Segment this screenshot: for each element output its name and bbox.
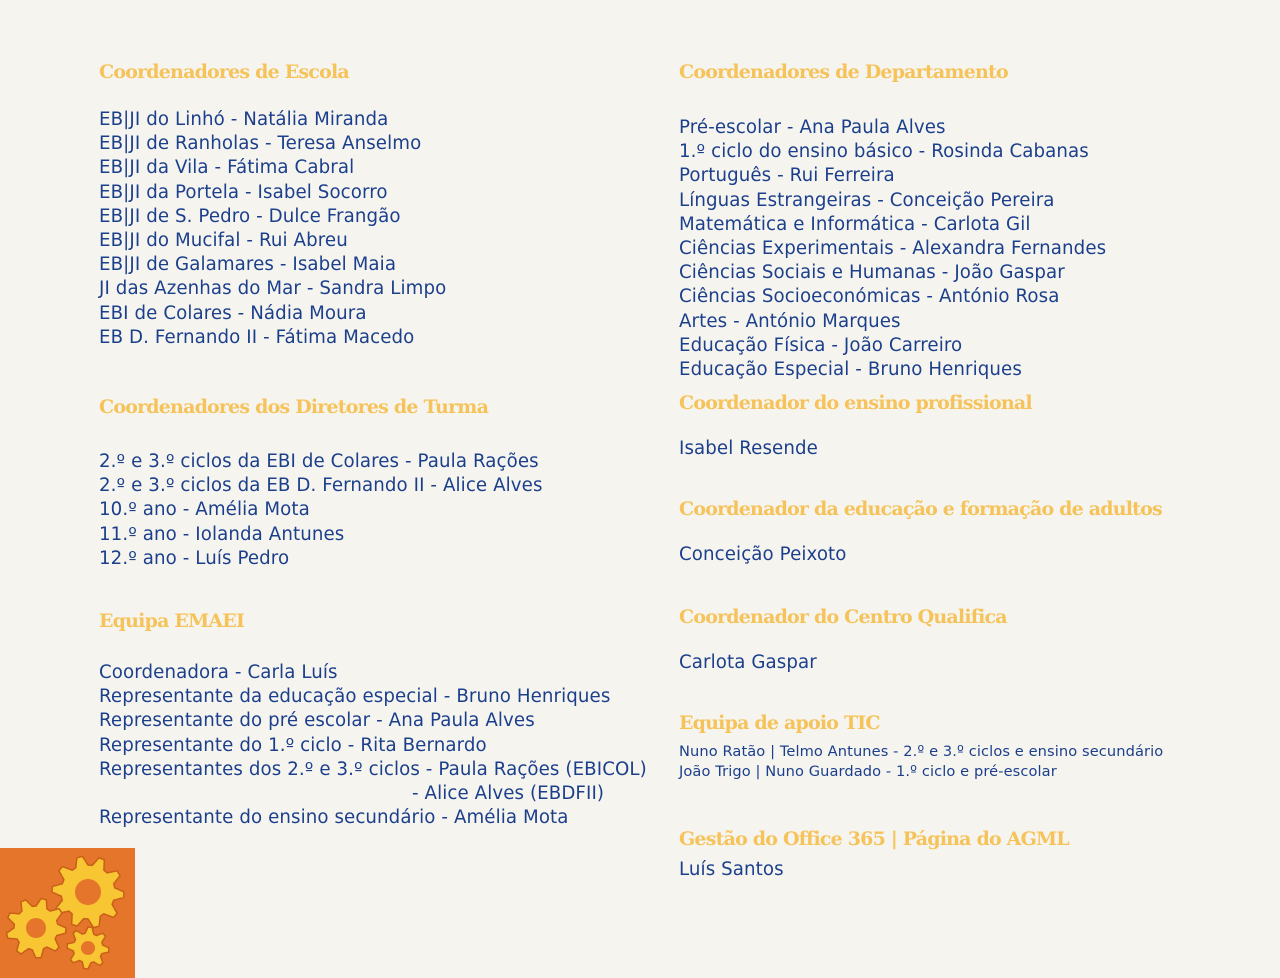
name-centro-qualifica: Carlota Gaspar (679, 652, 817, 673)
list-item: Matemática e Informática - Carlota Gil (679, 213, 1031, 235)
list-coordenadores-departamento (679, 116, 1106, 382)
heading-equipa-emaei: Equipa EMAEI (99, 610, 245, 632)
list-item: Representante do pré escolar - Ana Paula Alves (99, 710, 535, 732)
gears-icon (0, 848, 135, 978)
list-item: EBI de Colares - Nádia Moura (99, 302, 367, 324)
list-item: 2.º e 3.º ciclos da EB D. Fernando II - Alice Alves (99, 475, 543, 497)
list-item: EB|JI de Ranholas - Teresa Anselmo (99, 133, 422, 155)
list-item: Representante do 1.º ciclo - Rita Bernardo (99, 734, 487, 756)
list-item: EB|JI da Vila - Fátima Cabral (99, 157, 355, 179)
list-item: Ciências Socioeconómicas - António Rosa (679, 286, 1060, 308)
list-item: Ciências Experimentais - Alexandra Fernandes (679, 238, 1107, 260)
list-item: Artes - António Marques (679, 310, 901, 332)
list-item: - Alice Alves (EBDFII) (412, 783, 605, 805)
gear-hole (26, 918, 46, 938)
heading-diretores-turma: Coordenadores dos Diretores de Turma (99, 396, 489, 418)
list-item: João Trigo | Nuno Guardado - 1.º ciclo e pré-escolar (679, 762, 1057, 780)
list-item: 12.º ano - Luís Pedro (99, 547, 290, 569)
list-item: EB D. Fernando II - Fátima Macedo (99, 326, 415, 348)
name-educacao-adultos: Conceição Peixoto (679, 544, 847, 565)
heading-educacao-adultos: Coordenador da educação e formação de adultos (679, 498, 1162, 520)
list-item: Representante da educação especial - Bruno Henriques (99, 686, 611, 708)
gear-hole (81, 941, 95, 955)
list-equipa-emaei (99, 661, 647, 830)
list-item: JI das Azenhas do Mar - Sandra Limpo (99, 278, 447, 300)
heading-coordenadores-escola: Coordenadores de Escola (99, 61, 349, 83)
list-item: Línguas Estrangeiras - Conceição Pereira (679, 189, 1055, 211)
heading-coordenadores-departamento: Coordenadores de Departamento (679, 61, 1008, 83)
list-item: Educação Especial - Bruno Henriques (679, 359, 1022, 381)
list-item: 2.º e 3.º ciclos da EBI de Colares - Paula Rações (99, 451, 539, 472)
name-ensino-profissional: Isabel Resende (679, 438, 818, 459)
list-item: Ciências Sociais e Humanas - João Gaspar (679, 262, 1065, 284)
list-item: EB|JI do Mucifal - Rui Abreu (99, 230, 348, 252)
gear-hole (75, 879, 101, 905)
list-item: 10.º ano - Amélia Mota (99, 499, 310, 521)
list-item: EB|JI da Portela - Isabel Socorro (99, 181, 388, 203)
heading-ensino-profissional: Coordenador do ensino profissional (679, 392, 1032, 414)
heading-centro-qualifica: Coordenador do Centro Qualifica (679, 606, 1007, 628)
heading-office-365: Gestão do Office 365 | Página do AGML (679, 828, 1069, 850)
list-equipa-tic (679, 742, 1163, 781)
list-item: 1.º ciclo do ensino básico - Rosinda Cabanas (679, 141, 1089, 163)
list-item: Representantes dos 2.º e 3.º ciclos - Paula Rações (EBICOL) (99, 758, 647, 780)
list-item: Português - Rui Ferreira (679, 165, 895, 187)
list-item: Representante do ensino secundário - Amélia Mota (99, 807, 569, 829)
list-item: Nuno Ratão | Telmo Antunes - 2.º e 3.º ciclos e ensino secundário (679, 743, 1164, 760)
list-item: Pré-escolar - Ana Paula Alves (679, 117, 946, 138)
heading-equipa-tic: Equipa de apoio TIC (679, 712, 880, 734)
list-item: Educação Física - João Carreiro (679, 334, 963, 356)
gears-graphic (0, 848, 135, 978)
list-coordenadores-escola (99, 108, 446, 350)
name-office-365: Luís Santos (679, 859, 784, 880)
list-item: EB|JI de S. Pedro - Dulce Frangão (99, 205, 401, 227)
list-item: 11.º ano - Iolanda Antunes (99, 523, 345, 545)
list-item: EB|JI de Galamares - Isabel Maia (99, 254, 397, 276)
list-item: Coordenadora - Carla Luís (99, 662, 338, 683)
list-item: EB|JI do Linhó - Natália Miranda (99, 109, 389, 130)
list-diretores-turma (99, 450, 543, 571)
